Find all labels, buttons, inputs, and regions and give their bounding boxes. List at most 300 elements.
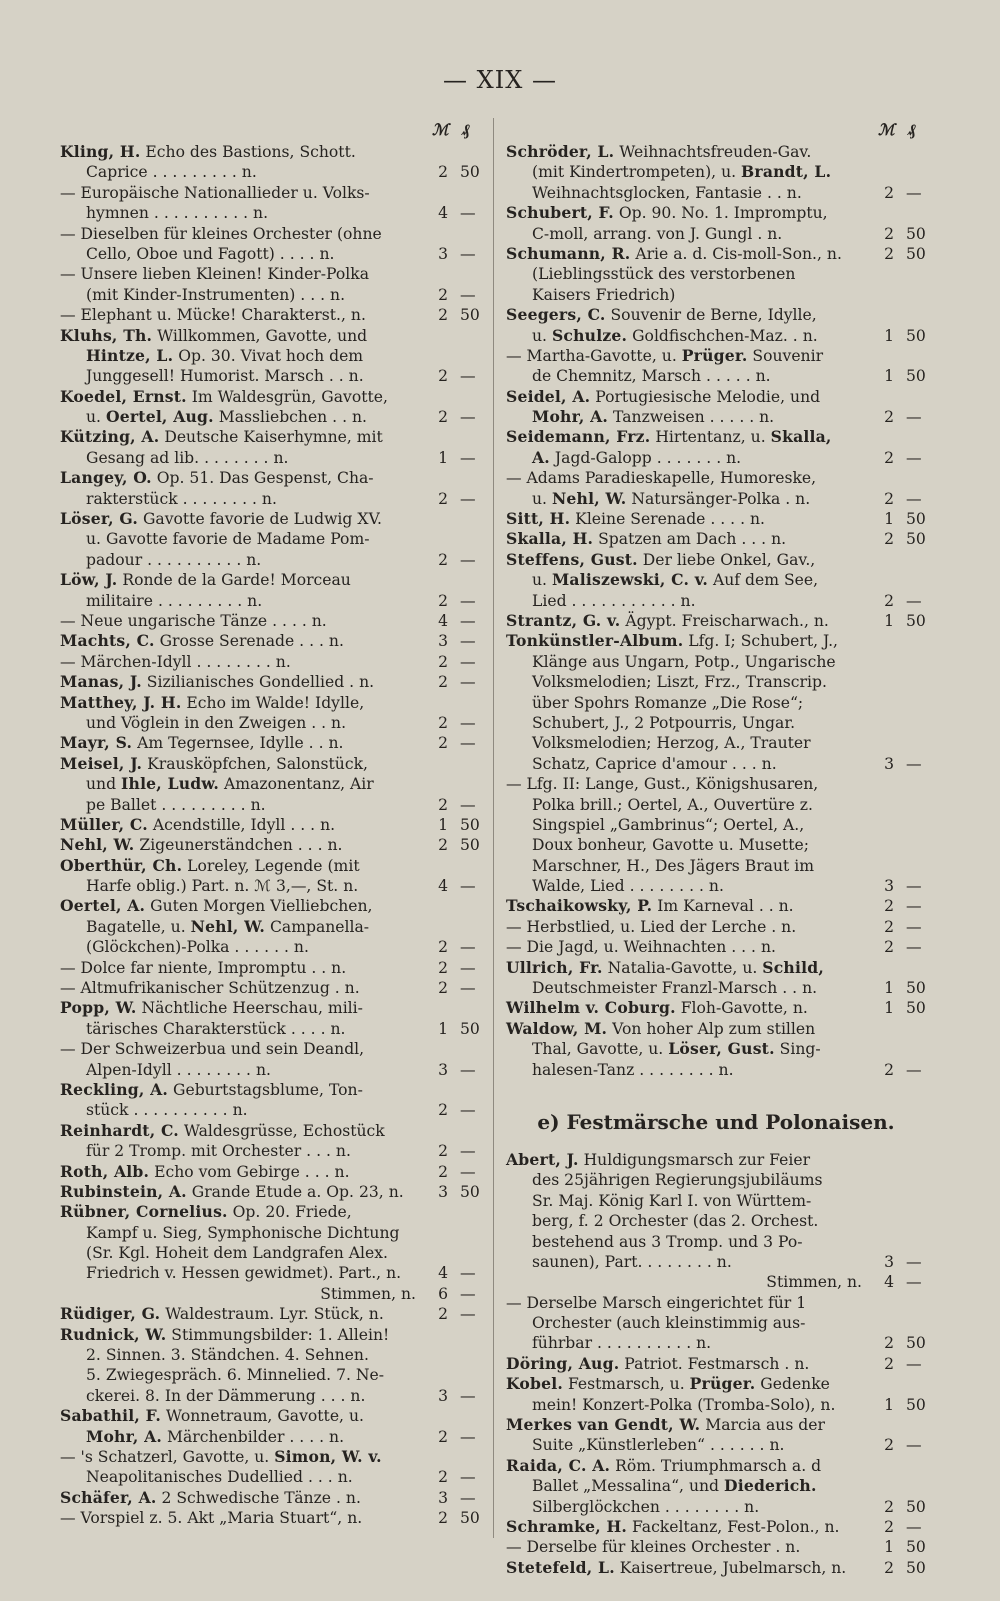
right-entries xyxy=(506,142,926,1578)
entry-text: halesen-Tanz . . . . . . . . n. xyxy=(532,1060,734,1079)
price-mark: 2 xyxy=(884,1558,894,1577)
price-mark: 3 xyxy=(438,1488,448,1507)
catalog-entry xyxy=(506,346,926,387)
entry-line xyxy=(60,652,480,672)
price-pfennig: — xyxy=(460,1060,476,1079)
entry-text: Abert, J. Huldigungsmarsch zur Feier xyxy=(506,1149,811,1169)
entry-text: Ullrich, Fr. Natalia-Gavotte, u. Schild, xyxy=(506,957,824,977)
price-mark: 3 xyxy=(884,877,894,896)
entry-line xyxy=(506,876,926,896)
entry-line xyxy=(506,1150,926,1170)
price-pfennig: — xyxy=(460,611,476,630)
entry-text: Schramke, H. Fackeltanz, Fest-Polon., n. xyxy=(506,1517,840,1536)
price-pfennig: — xyxy=(460,713,476,732)
price-mark: 2 xyxy=(884,244,894,263)
entry-text: C-moll, arrang. von J. Gungl . n. xyxy=(532,224,783,243)
entry-text: Rübner, Cornelius. Op. 20. Friede, xyxy=(60,1202,352,1222)
page-number: — XIX — xyxy=(443,66,557,94)
entry-line xyxy=(506,917,926,937)
price-mark: 2 xyxy=(884,1354,894,1373)
entry-text: padour . . . . . . . . . . n. xyxy=(86,550,262,569)
entry-line xyxy=(506,1558,926,1578)
entry-line xyxy=(60,366,480,386)
price-pfennig: 50 xyxy=(906,367,926,386)
entry-text: Skalla, H. Spatzen am Dach . . . n. xyxy=(506,529,787,549)
catalog-entry xyxy=(60,835,480,855)
catalog-entry xyxy=(60,754,480,815)
price-pfennig: — xyxy=(460,795,476,814)
entry-text: Matthey, J. H. Echo im Walde! Idylle, xyxy=(60,692,365,712)
entry-text: Bagatelle, u. Nehl, W. Campanella- xyxy=(86,916,370,936)
entry-line xyxy=(60,1365,480,1385)
price-mark: 2 xyxy=(884,224,894,243)
price-mark: 4 xyxy=(438,204,448,223)
entry-text: u. Oertel, Aug. Massliebchen . . n. xyxy=(86,407,368,427)
entry-text: Merkes van Gendt, W. Marcia aus der xyxy=(506,1415,825,1435)
price-pfennig: — xyxy=(906,591,922,610)
entry-text: Strantz, G. v. Ägypt. Freischarwach., n. xyxy=(506,610,829,630)
price-pfennig: — xyxy=(460,632,476,651)
price-pfennig: — xyxy=(906,1252,922,1271)
price-pfennig: 50 xyxy=(460,1509,480,1528)
price-pfennig: — xyxy=(460,1386,476,1405)
entry-line xyxy=(60,835,480,855)
catalog-entry xyxy=(60,570,480,611)
price-pfennig: 50 xyxy=(460,1019,480,1038)
entry-text: de Chemnitz, Marsch . . . . . n. xyxy=(532,367,771,386)
price-pfennig: 50 xyxy=(906,244,926,263)
price-pfennig: 50 xyxy=(460,163,480,182)
entry-line xyxy=(506,1252,926,1272)
price-mark: 2 xyxy=(438,1162,448,1181)
entry-line xyxy=(506,713,926,733)
entry-text: Kaisers Friedrich) xyxy=(532,285,676,304)
column-header xyxy=(60,120,480,142)
catalog-entry xyxy=(60,1325,480,1407)
entry-text: — Lfg. II: Lange, Gust., Königshusaren, xyxy=(506,775,819,794)
entry-text: (mit Kinder-Instrumenten) . . . n. xyxy=(86,285,346,304)
entry-text: u. Schulze. Goldfischchen-Maz. . n. xyxy=(532,325,818,345)
entry-line xyxy=(506,366,926,386)
entry-text: Oertel, A. Guten Morgen Vielliebchen, xyxy=(60,896,373,916)
entry-text: (Glöckchen)-Polka . . . . . . n. xyxy=(86,938,309,957)
price-pfennig: — xyxy=(460,591,476,610)
price-mark: 2 xyxy=(884,938,894,957)
price-pfennig: 50 xyxy=(906,1334,926,1353)
price-pfennig: — xyxy=(906,1273,922,1292)
price-pfennig: 50 xyxy=(906,1497,926,1516)
price-pfennig: — xyxy=(906,897,922,916)
entry-text: Reinhardt, C. Waldesgrüsse, Echostück xyxy=(60,1120,385,1140)
price-pfennig: — xyxy=(906,408,922,427)
price-pfennig: 50 xyxy=(460,306,480,325)
entry-text: Waldow, M. Von hoher Alp zum stillen xyxy=(506,1018,816,1038)
price-mark: 2 xyxy=(438,1468,448,1487)
price-pfennig: — xyxy=(460,1305,476,1324)
entry-line xyxy=(60,1080,480,1100)
price-mark: 3 xyxy=(438,1182,448,1201)
entry-text: saunen), Part. . . . . . . . n. xyxy=(532,1252,732,1271)
catalog-entry xyxy=(506,427,926,468)
entry-text: für 2 Tromp. mit Orchester . . . n. xyxy=(86,1142,351,1161)
entry-text: Steffens, Gust. Der liebe Onkel, Gav., xyxy=(506,549,816,569)
price-pfennig: 50 xyxy=(906,326,926,345)
entry-line xyxy=(60,856,480,876)
catalog-entry xyxy=(60,652,480,672)
entry-line xyxy=(60,876,480,896)
entry-text: Kampf u. Sieg, Symphonische Dichtung xyxy=(86,1223,400,1242)
section-heading: e) Festmärsche und Polonaisen. xyxy=(537,1109,895,1134)
entry-text: (Lieblingsstück des verstorbenen xyxy=(532,265,796,284)
price-mark: 1 xyxy=(884,611,894,630)
price-mark: 2 xyxy=(438,489,448,508)
catalog-entry xyxy=(506,1517,926,1537)
catalog-entry xyxy=(506,305,926,346)
mark-header: ℳ xyxy=(432,120,449,139)
entry-text: Weihnachtsglocken, Fantasie . . n. xyxy=(532,183,802,202)
entry-text: — Altmufrikanischer Schützenzug . n. xyxy=(60,979,360,998)
entry-line xyxy=(60,264,480,284)
catalog-entry xyxy=(60,958,480,978)
entry-line xyxy=(60,550,480,570)
entry-text: Döring, Aug. Patriot. Festmarsch . n. xyxy=(506,1353,810,1373)
price-pfennig: 50 xyxy=(906,1395,926,1414)
entry-text: über Spohrs Romanze „Die Rose“; xyxy=(532,693,804,712)
entry-line xyxy=(506,244,926,264)
entry-line xyxy=(506,1313,926,1333)
catalog-entry xyxy=(506,1415,926,1456)
price-mark: 2 xyxy=(884,183,894,202)
entry-line xyxy=(60,733,480,753)
entry-text: Junggesell! Humorist. Marsch . . n. xyxy=(86,367,364,386)
price-mark: 2 xyxy=(884,591,894,610)
entry-line xyxy=(60,224,480,244)
catalog-entry xyxy=(506,203,926,244)
price-mark: 1 xyxy=(884,510,894,529)
price-pfennig: — xyxy=(460,408,476,427)
entry-line xyxy=(506,162,926,182)
entry-line xyxy=(60,754,480,774)
price-pfennig: 50 xyxy=(906,979,926,998)
entry-line xyxy=(60,305,480,325)
entry-text: 2. Sinnen. 3. Ständchen. 4. Sehnen. xyxy=(86,1346,369,1365)
entry-text: Wilhelm v. Coburg. Floh-Gavotte, n. xyxy=(506,998,808,1018)
entry-text: Ballet „Messalina“, und Diederich. xyxy=(532,1476,817,1496)
price-mark: 2 xyxy=(884,1060,894,1079)
catalog-entry xyxy=(60,856,480,897)
entry-line xyxy=(60,1121,480,1141)
entry-text: Seidemann, Frz. Hirtentanz, u. Skalla, xyxy=(506,427,832,447)
entry-line xyxy=(60,591,480,611)
entry-line xyxy=(60,774,480,794)
entry-text: Cello, Oboe und Fagott) . . . . n. xyxy=(86,244,335,263)
entry-text: — Unsere lieben Kleinen! Kinder-Polka xyxy=(60,265,370,284)
entry-line xyxy=(506,1537,926,1557)
catalog-entry xyxy=(506,631,926,774)
price-mark: 2 xyxy=(884,1436,894,1455)
price-pfennig: — xyxy=(906,1060,922,1079)
price-mark: 2 xyxy=(438,285,448,304)
price-pfennig: 50 xyxy=(906,530,926,549)
price-pfennig: 50 xyxy=(906,999,926,1018)
entry-line xyxy=(60,529,480,549)
entry-line xyxy=(60,611,480,631)
entry-text: Raida, C. A. Röm. Triumphmarsch a. d xyxy=(506,1455,822,1475)
entry-line xyxy=(60,244,480,264)
entry-text: rakterstück . . . . . . . . n. xyxy=(86,489,277,508)
entry-text: — Derselbe für kleines Orchester . n. xyxy=(506,1538,801,1557)
entry-line xyxy=(506,285,926,305)
entry-text: Suite „Künstlerleben“ . . . . . . n. xyxy=(532,1436,785,1455)
price-mark: 2 xyxy=(438,1142,448,1161)
price-mark: 2 xyxy=(438,938,448,957)
entry-line xyxy=(60,387,480,407)
entry-text: — Dolce far niente, Impromptu . . n. xyxy=(60,958,347,977)
price-pfennig: — xyxy=(460,1162,476,1181)
entry-text: militaire . . . . . . . . . n. xyxy=(86,591,263,610)
entry-line xyxy=(60,285,480,305)
entry-line xyxy=(60,1406,480,1426)
mark-header: ℳ xyxy=(878,120,895,139)
price-pfennig: — xyxy=(460,204,476,223)
entry-line xyxy=(506,1497,926,1517)
entry-line xyxy=(506,672,926,692)
price-pfennig: — xyxy=(460,1468,476,1487)
entry-text: Langey, O. Op. 51. Das Gespenst, Cha- xyxy=(60,468,374,488)
entry-text: — Elephant u. Mücke! Charakterst., n. xyxy=(60,306,366,325)
price-pfennig: — xyxy=(906,489,922,508)
price-pfennig: 50 xyxy=(906,1538,926,1557)
catalog-entry xyxy=(60,427,480,468)
price-mark: 4 xyxy=(438,1264,448,1283)
price-mark: 1 xyxy=(884,326,894,345)
entry-text: mein! Konzert-Polka (Tromba-Solo), n. xyxy=(532,1395,836,1414)
entry-line xyxy=(506,529,926,549)
entry-text: Rüdiger, G. Waldestraum. Lyr. Stück, n. xyxy=(60,1304,384,1324)
entry-line xyxy=(506,978,926,998)
entry-text: — Neue ungarische Tänze . . . . n. xyxy=(60,611,327,630)
entry-text: Polka brill.; Oertel, A., Ouvertüre z. xyxy=(532,795,813,814)
entry-line xyxy=(60,346,480,366)
entry-line xyxy=(506,815,926,835)
entry-line xyxy=(506,468,926,488)
entry-text: Volksmelodien; Herzog, A., Trauter xyxy=(532,734,811,753)
entry-line xyxy=(506,489,926,509)
price-mark: 2 xyxy=(438,1101,448,1120)
entry-text: Kützing, A. Deutsche Kaiserhymne, mit xyxy=(60,427,383,447)
price-pfennig: 50 xyxy=(906,510,926,529)
entry-line xyxy=(60,1427,480,1447)
entry-text: hymnen . . . . . . . . . . n. xyxy=(86,204,269,223)
entry-line xyxy=(60,795,480,815)
entry-text: Löser, G. Gavotte favorie de Ludwig XV. xyxy=(60,509,382,529)
price-mark: 1 xyxy=(884,367,894,386)
entry-line xyxy=(506,795,926,815)
entry-text: — Martha-Gavotte, u. Prüger. Souvenir xyxy=(506,345,824,365)
price-pfennig: — xyxy=(906,183,922,202)
entry-text: A. Jagd-Galopp . . . . . . . n. xyxy=(532,447,742,467)
entry-line xyxy=(60,1039,480,1059)
catalog-entry xyxy=(60,468,480,509)
catalog-entry xyxy=(60,142,480,183)
entry-text: Tschaikowsky, P. Im Karneval . . n. xyxy=(506,896,794,916)
entry-line xyxy=(506,835,926,855)
catalog-entry xyxy=(60,733,480,753)
price-pfennig: — xyxy=(460,489,476,508)
entry-text: — Die Jagd, u. Weihnachten . . . n. xyxy=(506,938,776,957)
price-pfennig: — xyxy=(460,1101,476,1120)
price-mark: 3 xyxy=(884,754,894,773)
entry-line xyxy=(506,570,926,590)
entry-line xyxy=(60,1162,480,1182)
entry-line xyxy=(506,427,926,447)
price-mark: 3 xyxy=(884,1252,894,1271)
entry-line xyxy=(506,856,926,876)
entry-line xyxy=(506,1232,926,1252)
entry-text: — Europäische Nationallieder u. Volks- xyxy=(60,183,370,202)
entry-line xyxy=(506,1333,926,1353)
entry-line xyxy=(60,489,480,509)
entry-line xyxy=(506,1170,926,1190)
entry-line xyxy=(60,407,480,427)
entry-line xyxy=(60,978,480,998)
entry-text: Roth, Alb. Echo vom Gebirge . . . n. xyxy=(60,1161,350,1181)
column-header xyxy=(506,120,926,142)
catalog-entry xyxy=(506,917,926,937)
price-pfennig: — xyxy=(460,367,476,386)
entry-text: bestehend aus 3 Tromp. und 3 Po- xyxy=(532,1232,803,1251)
price-mark: 2 xyxy=(438,1427,448,1446)
price-pfennig: — xyxy=(460,938,476,957)
entry-line xyxy=(506,958,926,978)
entry-line xyxy=(60,998,480,1018)
entry-text: Stetefeld, L. Kaisertreue, Jubelmarsch, n. xyxy=(506,1557,847,1577)
entry-text: Meisel, J. Krausköpfchen, Salonstück, xyxy=(60,753,368,773)
price-mark: 1 xyxy=(884,979,894,998)
entry-line xyxy=(60,1202,480,1222)
price-pfennig: — xyxy=(460,448,476,467)
catalog-entry xyxy=(506,529,926,549)
entry-line xyxy=(60,162,480,182)
catalog-entry xyxy=(60,387,480,428)
entry-line xyxy=(60,672,480,692)
price-pfennig: — xyxy=(906,1354,922,1373)
catalog-entry xyxy=(506,1374,926,1415)
entry-text: ckerei. 8. In der Dämmerung . . . n. xyxy=(86,1386,366,1405)
entry-line xyxy=(60,142,480,162)
entry-text: Kling, H. Echo des Bastions, Schott. xyxy=(60,142,356,161)
pfennig-header: ₰ xyxy=(462,120,470,139)
entry-line xyxy=(60,1243,480,1263)
catalog-entry xyxy=(506,387,926,428)
left-column xyxy=(60,120,480,1529)
entry-line xyxy=(60,1488,480,1508)
price-pfennig: 50 xyxy=(906,1558,926,1577)
entry-line xyxy=(506,509,926,529)
price-pfennig: — xyxy=(460,958,476,977)
catalog-entry xyxy=(60,672,480,692)
catalog-entry xyxy=(60,1039,480,1080)
entry-text: — Märchen-Idyll . . . . . . . . n. xyxy=(60,652,291,671)
entry-line xyxy=(60,427,480,447)
column-divider xyxy=(493,118,494,1538)
entry-text: Seegers, C. Souvenir de Berne, Idylle, xyxy=(506,305,817,325)
catalog-entry xyxy=(60,978,480,998)
entry-line xyxy=(506,693,926,713)
entry-line xyxy=(506,1060,926,1080)
catalog-entry xyxy=(60,1406,480,1447)
entry-text: Sitt, H. Kleine Serenade . . . . n. xyxy=(506,509,766,529)
price-pfennig: — xyxy=(906,754,922,773)
entry-line xyxy=(60,1060,480,1080)
entry-text: — Derselbe Marsch eingerichtet für 1 xyxy=(506,1293,807,1312)
price-mark: 4 xyxy=(884,1273,894,1292)
entry-line xyxy=(506,937,926,957)
price-pfennig: — xyxy=(460,1142,476,1161)
price-mark: 1 xyxy=(438,1019,448,1038)
catalog-entry xyxy=(60,1304,480,1324)
entry-text: — Adams Paradieskapelle, Humoreske, xyxy=(506,469,817,488)
entry-line xyxy=(60,1263,480,1283)
entry-line xyxy=(60,1508,480,1528)
entry-line xyxy=(60,1182,480,1202)
catalog-entry xyxy=(506,998,926,1018)
catalog-entry xyxy=(60,224,480,265)
catalog-entry xyxy=(506,896,926,916)
entry-text: Machts, C. Grosse Serenade . . . n. xyxy=(60,631,344,651)
price-mark: 3 xyxy=(438,1386,448,1405)
entry-text: Mohr, A. Tanzweisen . . . . . n. xyxy=(532,407,775,427)
entry-line xyxy=(60,693,480,713)
entry-text: u. Gavotte favorie de Madame Pom- xyxy=(86,530,370,549)
entry-text: des 25jährigen Regierungsjubiläums xyxy=(532,1171,823,1190)
catalog-entry xyxy=(506,1150,926,1293)
price-mark: 4 xyxy=(438,611,448,630)
entry-line xyxy=(60,815,480,835)
entry-text: Nehl, W. Zigeunerständchen . . . n. xyxy=(60,835,343,855)
entry-text: Orchester (auch kleinstimmig aus- xyxy=(532,1314,806,1333)
catalog-entry xyxy=(60,815,480,835)
price-pfennig: — xyxy=(460,1264,476,1283)
entry-text: u. Maliszewski, C. v. Auf dem See, xyxy=(532,570,819,590)
entry-line xyxy=(60,1325,480,1345)
price-mark: 2 xyxy=(438,163,448,182)
entry-line xyxy=(60,1447,480,1467)
entry-line xyxy=(506,652,926,672)
entry-line xyxy=(60,448,480,468)
entry-line xyxy=(506,631,926,651)
entry-text: berg, f. 2 Orchester (das 2. Orchest. xyxy=(532,1212,819,1231)
price-mark: 6 xyxy=(438,1284,448,1303)
entry-text: führbar . . . . . . . . . . n. xyxy=(532,1334,712,1353)
price-pfennig: — xyxy=(460,1488,476,1507)
price-mark: 2 xyxy=(438,979,448,998)
catalog-entry xyxy=(506,774,926,896)
entry-text: Rubinstein, A. Grande Etude a. Op. 23, n. xyxy=(60,1181,404,1201)
entry-text: — Der Schweizerbua und sein Deandl, xyxy=(60,1040,365,1059)
price-mark: 2 xyxy=(438,958,448,977)
entry-line xyxy=(506,1374,926,1394)
catalog-entry xyxy=(60,305,480,325)
entry-text: Schröder, L. Weihnachtsfreuden-Gav. xyxy=(506,142,812,161)
price-mark: 2 xyxy=(438,1305,448,1324)
catalog-entry xyxy=(60,264,480,305)
entry-text: Schumann, R. Arie a. d. Cis-moll-Son., n. xyxy=(506,243,842,263)
entry-text: und Ihle, Ludw. Amazonentanz, Air xyxy=(86,774,374,794)
entry-line xyxy=(506,1272,926,1292)
price-mark: 2 xyxy=(884,1497,894,1516)
catalog-entry xyxy=(506,468,926,509)
